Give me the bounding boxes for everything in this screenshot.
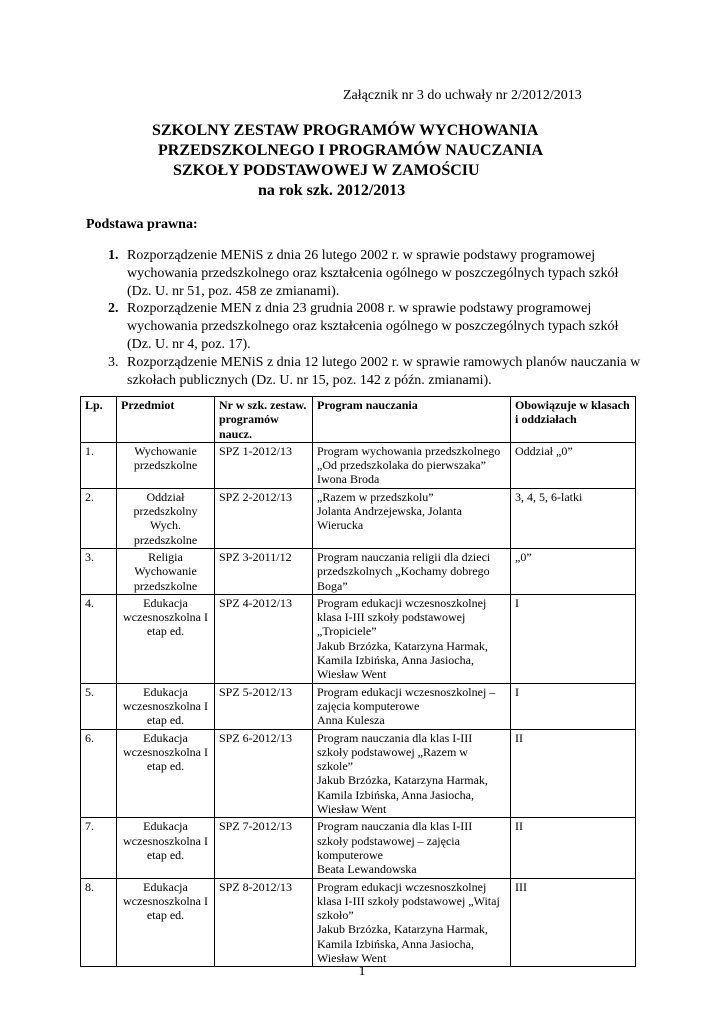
- cell-subject: [117, 548, 215, 594]
- subject-text: Wychowanie przedszkolne: [133, 443, 198, 473]
- program-authors: Jakub Brzózka, Katarzyna Harmak, Kamila Izbińska, Anna Jasiocha, Wiesław Went: [317, 773, 488, 817]
- cell-classes: I: [511, 594, 636, 683]
- cell-number: SPZ 4-2012/13: [215, 594, 313, 683]
- cell-program: [313, 729, 511, 818]
- program-authors: Jolanta Andrzejewska, Jolanta Wierucka: [317, 504, 462, 533]
- cell-lp: 6.: [81, 729, 117, 818]
- title-line-4: na rok szk. 2012/2013: [258, 182, 406, 199]
- cell-program: [313, 548, 511, 594]
- table-row: [81, 594, 636, 683]
- subject-text: Edukacja wczesnoszkolna I etap ed.: [123, 819, 208, 862]
- cell-lp: 2.: [81, 488, 117, 548]
- program-name: Program edukacji wczesnoszkolnej – zajęcia komputerowe: [317, 684, 496, 713]
- cell-classes: Oddział „0”: [511, 442, 636, 488]
- subject-text: Edukacja wczesnoszkolna I etap ed.: [123, 684, 208, 728]
- program-name: Program nauczania religii dla dzieci przedszkolnych „Kochamy dobrego Boga”: [317, 549, 491, 593]
- cell-program: [313, 594, 511, 683]
- program-name: Program nauczania dla klas I-III szkoły podstawowej „Razem w szkole”: [317, 730, 473, 774]
- cell-program: [313, 818, 511, 878]
- cell-number: SPZ 6-2012/13: [215, 729, 313, 818]
- program-authors: Jakub Brzózka, Katarzyna Harmak, Kamila Izbińska, Anna Jasiocha, Wiesław Went: [317, 638, 488, 682]
- program-name: Program edukacji wczesnoszkolnej klasa I-III szkoły podstawowej „Tropiciele”: [317, 595, 487, 639]
- table-row: [81, 442, 636, 488]
- page-number: 1: [358, 964, 366, 979]
- program-authors: Jakub Brzózka, Katarzyna Harmak, Kamila Izbińska, Anna Jasiocha, Wiesław Went: [317, 922, 488, 965]
- subject-text: Edukacja wczesnoszkolna I etap ed.: [123, 595, 208, 639]
- table-row: [81, 729, 636, 818]
- program-name: Program wychowania przedszkolnego „Od przedszkolaka do pierwszaka”: [317, 443, 501, 473]
- cell-classes: III: [511, 878, 636, 967]
- cell-number: SPZ 2-2012/13: [215, 488, 313, 548]
- legal-basis-list: [86, 247, 646, 389]
- cell-lp: 8.: [81, 878, 117, 967]
- cell-subject: [117, 878, 215, 967]
- program-authors: Anna Kulesza: [317, 713, 385, 728]
- legal-basis-text: Rozporządzenie MEN z dnia 23 grudnia 2008 r. w sprawie podstawy programowej wychowania przedszkolnego oraz kształcenia ogólnego w poszczególnych typach szkół (Dz. U. nr 4, poz. 17).: [127, 301, 619, 352]
- cell-lp: 5.: [81, 683, 117, 729]
- cell-number: SPZ 3-2011/12: [215, 548, 313, 594]
- header-subject: Przedmiot: [117, 397, 215, 443]
- title-line-1: SZKOLNY ZESTAW PROGRAMÓW WYCHOWANIA: [152, 122, 539, 139]
- legal-basis-number: 1.: [108, 248, 119, 263]
- table-row: [81, 683, 636, 729]
- subject-text: Edukacja wczesnoszkolna I etap ed.: [123, 730, 208, 774]
- annex-note: Załącznik nr 3 do uchwały nr 2/2012/2013: [343, 88, 582, 103]
- cell-classes: II: [511, 729, 636, 818]
- program-name: „Razem w przedszkolu”: [317, 489, 434, 504]
- cell-lp: 3.: [81, 548, 117, 594]
- cell-lp: 4.: [81, 594, 117, 683]
- legal-basis-item: [86, 354, 646, 390]
- header-number: Nr w szk. zestaw. programów naucz.: [215, 397, 313, 443]
- cell-classes: 3, 4, 5, 6-latki: [511, 488, 636, 548]
- title-line-3: SZKOŁY PODSTAWOWEJ W ZAMOŚCIU: [173, 162, 480, 179]
- cell-subject: [117, 818, 215, 878]
- subject-text: Oddział przedszkolny Wych. przedszkolne: [133, 489, 198, 547]
- legal-basis-item: [86, 247, 646, 300]
- cell-subject: [117, 729, 215, 818]
- table-row: [81, 488, 636, 548]
- title-line-2: PRZEDSZKOLNEGO I PROGRAMÓW NAUCZANIA: [158, 142, 544, 159]
- cell-lp: 1.: [81, 442, 117, 488]
- program-authors: Beata Lewandowska: [317, 862, 417, 877]
- header-classes: Obowiązuje w klasach i oddziałach: [511, 397, 636, 443]
- cell-subject: [117, 594, 215, 683]
- cell-number: SPZ 5-2012/13: [215, 683, 313, 729]
- table-header-row: [81, 397, 636, 443]
- cell-classes: II: [511, 818, 636, 878]
- legal-basis-number: 2.: [108, 301, 119, 317]
- header-program: Program nauczania: [313, 397, 511, 443]
- legal-basis-heading: Podstawa prawna:: [86, 217, 198, 232]
- subject-text: Religia Wychowanie przedszkolne: [133, 549, 198, 593]
- program-name: Program nauczania dla klas I-III szkoły podstawowej – zajęcia komputerowe: [317, 819, 473, 862]
- legal-basis-item: [86, 300, 646, 353]
- subject-text: Edukacja wczesnoszkolna I etap ed.: [123, 879, 208, 923]
- program-name: Program edukacji wczesnoszkolnej klasa I-III szkoły podstawowej „Witaj szkoło”: [317, 879, 500, 923]
- cell-subject: [117, 683, 215, 729]
- legal-basis-text: Rozporządzenie MENiS z dnia 26 lutego 2002 r. w sprawie podstawy programowej wychowania przedszkolnego oraz kształcenia ogólnego w poszczególnych typach szkół (Dz. U. nr 51, poz. 458 ze zmianami).: [127, 248, 619, 299]
- cell-classes: „0”: [511, 548, 636, 594]
- cell-lp: 7.: [81, 818, 117, 878]
- cell-subject: [117, 488, 215, 548]
- table-row: [81, 548, 636, 594]
- cell-program: [313, 878, 511, 967]
- cell-program: [313, 442, 511, 488]
- programs-table: [80, 396, 636, 967]
- cell-number: SPZ 1-2012/13: [215, 442, 313, 488]
- legal-basis-number: 3.: [108, 354, 119, 370]
- cell-number: SPZ 8-2012/13: [215, 878, 313, 967]
- cell-subject: [117, 442, 215, 488]
- table-row: [81, 878, 636, 967]
- legal-basis-text: Rozporządzenie MENiS z dnia 12 lutego 2002 r. w sprawie ramowych planów nauczania w szkołach publicznych (Dz. U. nr 15, poz. 142 z późn. zmianami).: [127, 354, 641, 388]
- cell-program: [313, 488, 511, 548]
- program-authors: Iwona Broda: [317, 472, 380, 487]
- cell-program: [313, 683, 511, 729]
- cell-classes: I: [511, 683, 636, 729]
- table-row: [81, 818, 636, 878]
- header-lp: Lp.: [81, 397, 117, 443]
- cell-number: SPZ 7-2012/13: [215, 818, 313, 878]
